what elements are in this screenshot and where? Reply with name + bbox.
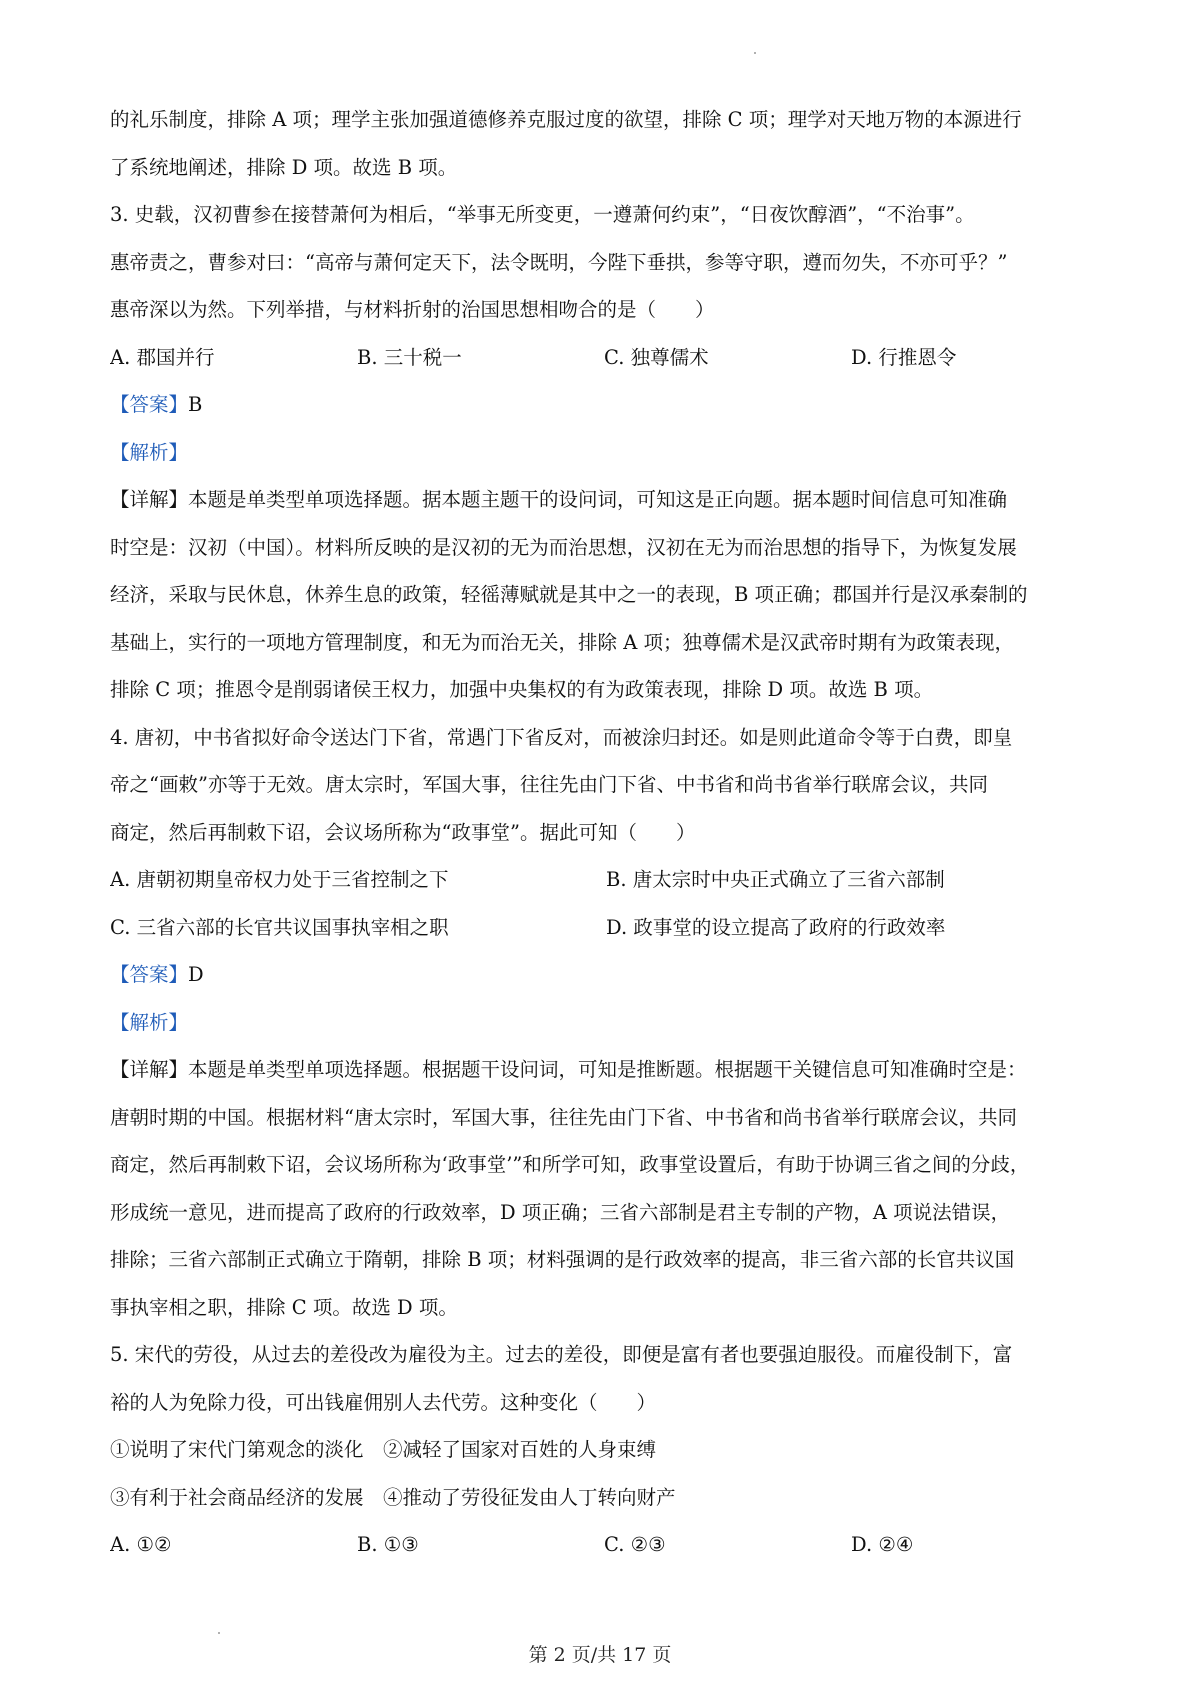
text-line: 的礼乐制度，排除 A 项；理学主张加强道德修养克服过度的欲望，排除 C 项；理学对天地万物的本源进行 xyxy=(110,108,1022,131)
option-a: A. 郡国并行 xyxy=(110,345,215,369)
option-c: C. ②③ xyxy=(604,1533,666,1556)
scan-speck xyxy=(754,52,756,54)
question-stem-line: 3. 史载，汉初曹参在接替萧何为相后，“举事无所变更，一遵萧何约束”，“日夜饮醇酒”，“不治事”。 xyxy=(110,203,975,226)
detail-line: 排除 C 项；推恩令是削弱诸侯王权力，加强中央集权的有为政策表现，排除 D 项。故选 B 项。 xyxy=(110,678,934,701)
analysis-line xyxy=(110,429,1102,477)
detail-line: 基础上，实行的一项地方管理制度，和无为而治无关，排除 A 项；独尊儒术是汉武帝时期有为政策表现， xyxy=(110,630,1014,654)
question-stem-line: 4. 唐初，中书省拟好命令送达门下省，常遇门下省反对，而被涂归封还。如是则此道命令等于白费，即皇 xyxy=(110,725,1013,749)
option-c: C. 三省六部的长官共议国事执宰相之职 xyxy=(110,915,449,939)
detail-tag: 【详解】 xyxy=(110,488,189,511)
page-footer: 第 2 页/共 17 页 xyxy=(528,1644,672,1666)
text-line: 了系统地阐述，排除 D 项。故选 B 项。 xyxy=(110,155,458,179)
option-b: B. 唐太宗时中央正式确立了三省六部制 xyxy=(606,868,945,891)
statement-line: ①说明了宋代门第观念的淡化 ②减轻了国家对百姓的人身束缚 xyxy=(110,1438,657,1461)
question-3 xyxy=(110,191,1102,714)
option-b: B. ①③ xyxy=(357,1533,419,1556)
question-stem-line: 裕的人为免除力役，可出钱雇佣别人去代劳。这种变化（ ） xyxy=(110,1390,657,1414)
question-stem-line: 帝之“画敕”亦等于无效。唐太宗时，军国大事，往往先由门下省、中书省和尚书省举行联席会议，共同 xyxy=(110,773,988,796)
option-a: A. ①② xyxy=(110,1533,172,1556)
options-row xyxy=(110,904,1102,952)
answer-value: B xyxy=(188,393,203,416)
detail-line: 形成统一意见，进而提高了政府的行政效率，D 项正确；三省六部制是君主专制的产物，A 项说法错误， xyxy=(110,1200,1011,1224)
detail-line xyxy=(110,1046,1102,1094)
option-c: C. 独尊儒术 xyxy=(604,345,709,369)
detail-line: 时空是：汉初（中国）。材料所反映的是汉初的无为而治思想，汉初在无为而治思想的指导下，为恢复发展 xyxy=(110,535,1017,559)
options-row xyxy=(110,334,1102,382)
detail-line: 商定，然后再制敕下诏，会议场所称为‘政事堂’”和所学可知，政事堂设置后，有助于协调三省之间的分歧， xyxy=(110,1153,1030,1176)
option-d: D. 行推恩令 xyxy=(851,345,957,369)
question-stem-line: 5. 宋代的劳役，从过去的差役改为雇役为主。过去的差役，即便是富有者也要强迫服役。而雇役制下，富 xyxy=(110,1343,1013,1366)
detail-text: 本题是单类型单项选择题。据本题主题干的设问词，可知这是正向题。据本题时间信息可知准确 xyxy=(188,488,1008,511)
analysis-line xyxy=(110,999,1102,1047)
statement-line: ③有利于社会商品经济的发展 ④推动了劳役征发由人丁转向财产 xyxy=(110,1485,676,1509)
detail-text: 本题是单类型单项选择题。根据题干设问词，可知是推断题。根据题干关键信息可知准确时空是： xyxy=(188,1058,1027,1081)
question-5 xyxy=(110,1331,1102,1569)
detail-line: 事执宰相之职，排除 C 项。故选 D 项。 xyxy=(110,1295,458,1319)
answer-line xyxy=(110,381,1102,429)
options-row xyxy=(110,1521,1102,1569)
question-stem-line: 惠帝深以为然。下列举措，与材料折射的治国思想相吻合的是（ ） xyxy=(110,298,715,321)
answer-tag: 【答案】 xyxy=(110,393,189,416)
question-stem-line: 惠帝责之，曹参对曰：“高帝与萧何定天下，法令既明，今陛下垂拱，参等守职，遵而勿失，不亦可乎？” xyxy=(110,250,1008,274)
question-4 xyxy=(110,714,1102,1332)
question-stem-line: 商定，然后再制敕下诏，会议场所称为“政事堂”。据此可知（ ） xyxy=(110,820,696,844)
option-d: D. ②④ xyxy=(851,1533,914,1556)
option-a: A. 唐朝初期皇帝权力处于三省控制之下 xyxy=(110,868,449,891)
analysis-tag: 【解析】 xyxy=(110,440,189,464)
answer-value: D xyxy=(188,963,204,986)
option-b: B. 三十税一 xyxy=(357,345,462,369)
detail-line: 排除；三省六部制正式确立于隋朝，排除 B 项；材料强调的是行政效率的提高，非三省六部的长官共议国 xyxy=(110,1248,1015,1271)
page-content xyxy=(110,96,1102,1569)
detail-tag: 【详解】 xyxy=(110,1058,189,1081)
options-row xyxy=(110,856,1102,904)
option-d: D. 政事堂的设立提高了政府的行政效率 xyxy=(606,915,946,939)
analysis-tag: 【解析】 xyxy=(110,1010,189,1034)
previous-question-continuation xyxy=(110,96,1102,191)
detail-line xyxy=(110,476,1102,524)
detail-line: 唐朝时期的中国。根据材料“唐太宗时，军国大事，往往先由门下省、中书省和尚书省举行联席会议，共同 xyxy=(110,1105,1017,1129)
answer-tag: 【答案】 xyxy=(110,963,189,986)
scan-speck xyxy=(218,1632,220,1634)
answer-line xyxy=(110,951,1102,999)
detail-line: 经济，采取与民休息，休养生息的政策，轻徭薄赋就是其中之一的表现，B 项正确；郡国并行是汉承秦制的 xyxy=(110,583,1028,606)
